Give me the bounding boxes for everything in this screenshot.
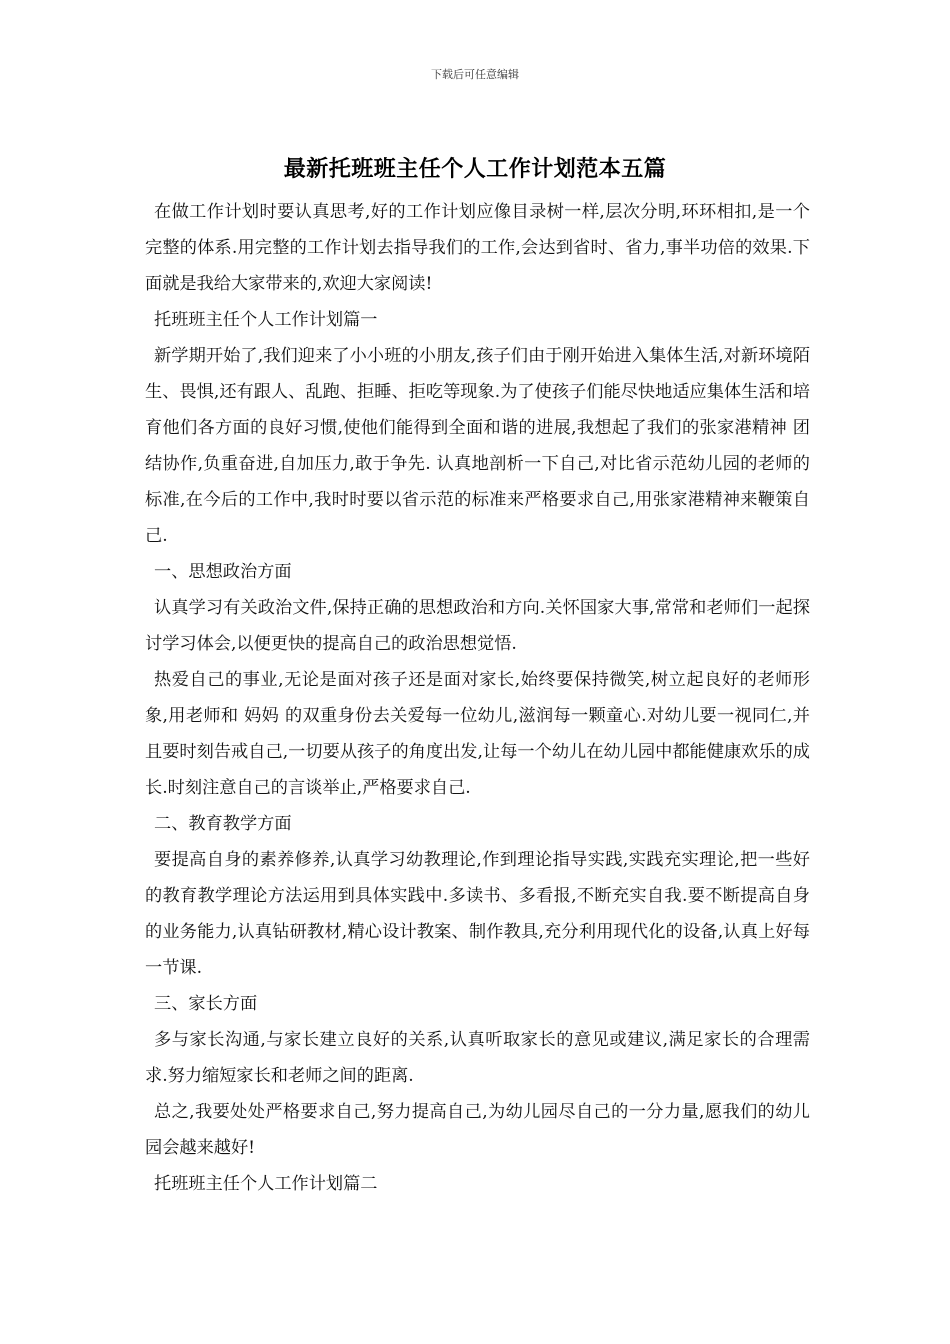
section-heading: 托班班主任个人工作计划篇二 [154, 1174, 378, 1194]
section-heading: 三、家长方面 [154, 994, 258, 1014]
section-heading: 一、思想政治方面 [154, 562, 292, 582]
section-heading: 托班班主任个人工作计划篇一 [154, 310, 378, 330]
document-title: 最新托班班主任个人工作计划范本五篇 [283, 157, 667, 182]
paragraph: 要提高自身的素养修养,认真学习幼教理论,作到理论指导实践,实践充实理论,把一些好的教育教学理论方法运用到具体实践中.多读书、多看报,不断充实自我.要不断提高自身的业务能力,认真钻研教材,精心设计教案、制作教具,充分利用现代化的设备,认真上好每一节课. [145, 850, 810, 978]
paragraph: 多与家长沟通,与家长建立良好的关系,认真听取家长的意见或建议,满足家长的合理需求.努力缩短家长和老师之间的距离. [145, 1030, 810, 1086]
header-note: 下载后可任意编辑 [431, 68, 519, 81]
paragraph: 认真学习有关政治文件,保持正确的思想政治和方向.关怀国家大事,常常和老师们一起探讨学习体会,以便更快的提高自己的政治思想觉悟. [145, 598, 810, 654]
paragraph: 总之,我要处处严格要求自己,努力提高自己,为幼儿园尽自己的一分力量,愿我们的幼儿园会越来越好! [145, 1102, 810, 1158]
paragraph: 热爱自己的事业,无论是面对孩子还是面对家长,始终要保持微笑,树立起良好的老师形象,用老师和 妈妈 的双重身份去关爱每一位幼儿,滋润每一颗童心.对幼儿要一视同仁,并且要时刻告戒自己,一切要从孩子的角度出发,让每一个幼儿在幼儿园中都能健康欢乐的成长.时刻注意自己的言谈举止,严格要求自己. [145, 670, 810, 798]
paragraph: 新学期开始了,我们迎来了小小班的小朋友,孩子们由于刚开始进入集体生活,对新环境陌生、畏惧,还有跟人、乱跑、拒睡、拒吃等现象.为了使孩子们能尽快地适应集体生活和培育他们各方面的良好习惯,使他们能得到全面和谐的进展,我想起了我们的张家港精神 团结协作,负重奋进,自加压力,敢于争先. 认真地剖析一下自己,对比省示范幼儿园的老师的标准,在今后的工作中,我时时要以省示范的标准来严格要求自己,用张家港精神来鞭策自己. [145, 346, 810, 546]
paragraph: 在做工作计划时要认真思考,好的工作计划应像目录树一样,层次分明,环环相扣,是一个完整的体系.用完整的工作计划去指导我们的工作,会达到省时、省力,事半功倍的效果.下面就是我给大家带来的,欢迎大家阅读! [145, 202, 810, 294]
section-heading: 二、教育教学方面 [154, 814, 292, 834]
document-body [145, 194, 810, 1202]
